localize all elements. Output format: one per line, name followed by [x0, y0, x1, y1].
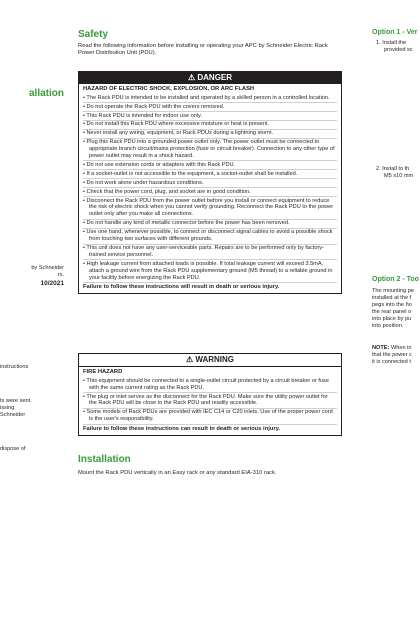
option2-line4: the rear panel o	[372, 309, 412, 315]
doc-date: 10/2021	[40, 280, 64, 287]
warning-item: • The plug or inlet serves as the disconnect for the Rack PDU. Make sure the utility power outlet for the Rack PDU will be close to the Rack PDU and readily accessible.	[83, 393, 337, 409]
danger-item: • Do not install this Rack PDU where excessive moisture or heat is present.	[83, 121, 337, 130]
danger-item: • Do not handle any kind of metallic connector before the power has been removed.	[83, 220, 337, 229]
warning-header	[79, 354, 341, 367]
danger-box	[78, 71, 342, 294]
warning-body	[79, 367, 341, 435]
danger-item: • Use one hand, whenever possible, to connect or disconnect signal cables to avoid a possible shock from touching two surfaces with different grounds.	[83, 229, 337, 245]
note-line2: that the power c	[372, 352, 412, 358]
installation-heading: Installation	[78, 454, 131, 465]
danger-item: • If a socket-outlet is not accessible to the equipment, a socket-outlet shall be installed.	[83, 170, 337, 179]
danger-item: • Plug this Rack PDU into a grounded power outlet only. The power outlet must be connected to appropriate branch circuit/mains protection (fuse or circuit breaker). Connection to any other type of power outlet may result in a shock hazard.	[83, 139, 337, 162]
safety-heading: Safety	[78, 29, 109, 40]
danger-hazard-title: HAZARD OF ELECTRIC SHOCK, EXPLOSION, OR ARC FLASH	[83, 86, 255, 92]
danger-header	[79, 72, 341, 84]
danger-item: • Never install any wiring, equipment, or Rack PDUs during a lightning storm.	[83, 130, 337, 139]
warning-hazard-title: FIRE HAZARD	[83, 369, 123, 375]
option2-line6: into position.	[372, 323, 404, 329]
danger-item: • This unit does not have any user-serviceable parts. Repairs are to be performed only by factory-trained service personnel.	[83, 245, 337, 261]
text-fragment-instructions: instructions	[0, 364, 29, 370]
step2-line1: 2. Install to th	[376, 166, 410, 172]
danger-item: • The Rack PDU is intended to be installed and operated by a skilled person in a controlled location.	[83, 94, 337, 103]
doc-line-1: by Schneider	[31, 265, 64, 271]
option2-heading: Option 2 - Too	[372, 276, 419, 283]
danger-footer: Failure to follow these instructions will result in death or serious injury.	[83, 284, 280, 291]
text-fragment-sent: ts were sent.	[0, 398, 32, 404]
option2-line1: The mounting pe	[372, 288, 414, 294]
danger-label: DANGER	[197, 73, 233, 82]
warning-triangle-icon: ⚠	[185, 355, 194, 364]
danger-item: • Do not use extension cords or adapters with this Rack PDU.	[83, 161, 337, 170]
danger-item: • High leakage current from attached loads is possible. If total leakage current will exceed 3.5mA, attach a ground wire from the Rack PDU supplementary ground (M5 thread) to a reliable ground in your facility before energizing the Rack PDU.	[83, 260, 337, 283]
danger-item: • Disconnect the Rack PDU from the power outlet before you install or connect equipment to reduce the risk of electric shock when you cannot verify grounding. Reconnect the Rack PDU to the power outlet only after you make all connections.	[83, 197, 337, 220]
doc-line-2: rs.	[57, 272, 64, 278]
safety-intro: Read the following information before installing or operating your APC by Schneider Electric Rack Power Distribution Unit (PDU).	[78, 43, 328, 57]
step1-line2: provided sc	[384, 47, 413, 53]
right-column-fragment	[366, 0, 420, 640]
option2-line2: installed at the f	[372, 295, 412, 301]
left-column-fragment	[0, 0, 70, 640]
step2-line2: M5 x10 mm	[384, 173, 414, 179]
danger-item: • This Rack PDU is intended for indoor use only.	[83, 112, 337, 121]
warning-label: WARNING	[195, 355, 235, 364]
danger-body	[79, 84, 341, 293]
text-fragment-dispose: dispose of	[0, 446, 26, 452]
step1-line1: 1. Install the	[376, 40, 407, 46]
text-fragment-schneider: Schneider	[0, 412, 26, 418]
danger-item: • Do not operate the Rack PDU with the covers removed.	[83, 103, 337, 112]
option2-line5: into place by pu	[372, 316, 412, 322]
danger-item: • Do not work alone under hazardous conditions.	[83, 179, 337, 188]
installation-heading-fragment: allation	[28, 88, 64, 99]
note-line3: it is connected t	[372, 359, 411, 365]
warning-footer: Failure to follow these instructions can result in death or serious injury.	[83, 425, 281, 432]
warning-box	[78, 353, 342, 436]
danger-item: • Check that the power cord, plug, and socket are in good condition.	[83, 188, 337, 197]
warning-item: • This equipment should be connected to a single-outlet circuit protected by a circuit breaker or fuse with the same current rating as the Rack PDU.	[83, 377, 337, 393]
note-line1	[372, 345, 411, 352]
option2-line3: pegs into the ho	[372, 302, 412, 308]
note-label: NOTE:	[372, 345, 390, 351]
warning-triangle-icon: ⚠	[187, 73, 196, 82]
text-fragment-missing: issing	[0, 405, 15, 411]
warning-item: • Some models of Rack PDUs are provided with IEC C14 or C20 inlets. Use of the proper power cord is the user's responsibility.	[83, 409, 337, 425]
option1-heading: Option 1 - Ver	[372, 29, 418, 36]
installation-text: Mount the Rack PDU vertically in an Easy rack or any standard EIA-310 rack.	[78, 470, 277, 476]
note-text: When in	[389, 345, 412, 351]
